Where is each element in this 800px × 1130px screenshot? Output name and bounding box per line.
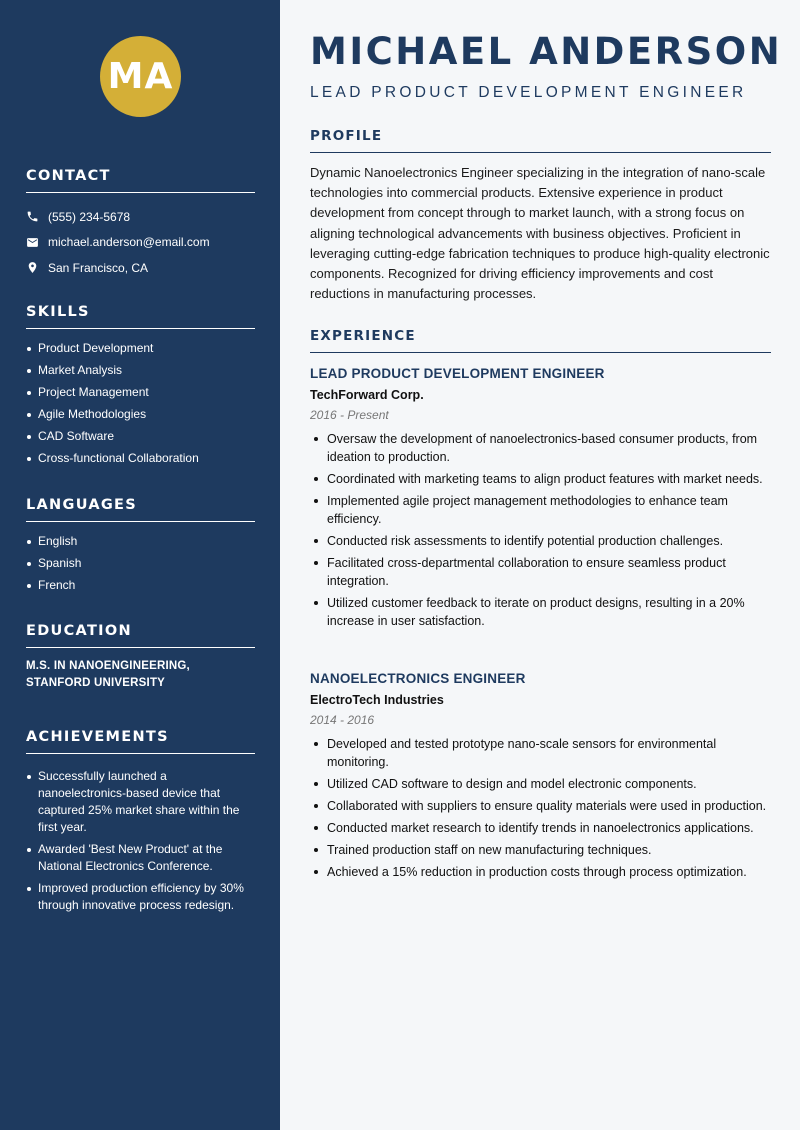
- achievement-item: Successfully launched a nanoelectronics-based device that captured 25% market share within the first year.: [26, 768, 255, 836]
- skills-list: [26, 340, 255, 467]
- education-degree: M.S. IN NANOENGINEERING, STANFORD UNIVERSITY: [26, 660, 190, 689]
- job-bullet: Achieved a 15% reduction in production costs through process optimization.: [310, 863, 771, 881]
- achievements-section: [26, 729, 255, 919]
- experience-section: [310, 328, 771, 353]
- language-item: French: [26, 577, 255, 594]
- job-bullet: Facilitated cross-departmental collaboration to ensure seamless product integration.: [310, 554, 771, 590]
- skill-item: Agile Methodologies: [26, 406, 255, 423]
- language-item: English: [26, 533, 255, 550]
- skill-item: Market Analysis: [26, 362, 255, 379]
- job-company: ElectroTech Industries: [310, 693, 444, 707]
- languages-list: [26, 533, 255, 594]
- education-section: [26, 623, 255, 692]
- skills-heading: SKILLS: [26, 304, 255, 329]
- contact-location: [26, 255, 255, 281]
- phone-icon: [26, 210, 39, 223]
- job-bullet: Utilized CAD software to design and model electronic components.: [310, 775, 771, 793]
- phone-text: (555) 234-5678: [48, 209, 131, 224]
- contact-phone[interactable]: [26, 204, 255, 230]
- job-bullets: [310, 430, 771, 630]
- job-dates: 2016 - Present: [310, 408, 389, 422]
- contact-section: [26, 168, 255, 281]
- profile-text: Dynamic Nanoelectronics Engineer specializing in the integration of nano-scale technologies into commercial products. Extensive experience in product development from concept through to market launch, with a strong focus on aligning technological advancements with business objectives. Proficient in leveraging cutting-edge fabrication techniques to produce high-quality electronic components. Recognized for driving efficiency improvements and cost reductions in manufacturing processes.: [310, 165, 770, 302]
- experience-heading: EXPERIENCE: [310, 328, 771, 353]
- job-bullet: Implemented agile project management methodologies to enhance team efficiency.: [310, 492, 771, 528]
- languages-heading: LANGUAGES: [26, 497, 255, 522]
- achievement-item: Awarded 'Best New Product' at the National Electronics Conference.: [26, 841, 255, 875]
- job-bullet: Utilized customer feedback to iterate on product designs, resulting in a 20% increase in user satisfaction.: [310, 594, 771, 630]
- skill-item: Cross-functional Collaboration: [26, 450, 255, 467]
- job-title: NANOELECTRONICS ENGINEER: [310, 671, 526, 686]
- skill-item: Product Development: [26, 340, 255, 357]
- job-bullet: Oversaw the development of nanoelectronics-based consumer products, from ideation to production.: [310, 430, 771, 466]
- job-dates: 2014 - 2016: [310, 713, 375, 727]
- job-bullet: Trained production staff on new manufacturing techniques.: [310, 841, 771, 859]
- candidate-name: MICHAEL ANDERSON: [310, 30, 783, 73]
- job-bullet: Coordinated with marketing teams to align product features with market needs.: [310, 470, 771, 488]
- job-title: LEAD PRODUCT DEVELOPMENT ENGINEER: [310, 366, 605, 381]
- job-entry: [310, 671, 771, 885]
- mail-icon: [26, 236, 39, 249]
- job-bullet: Conducted risk assessments to identify potential production challenges.: [310, 532, 771, 550]
- skill-item: CAD Software: [26, 428, 255, 445]
- job-entry: [310, 366, 771, 634]
- job-company: TechForward Corp.: [310, 388, 424, 402]
- location-pin-icon: [26, 261, 39, 274]
- job-bullet: Collaborated with suppliers to ensure quality materials were used in production.: [310, 797, 771, 815]
- job-bullet: Conducted market research to identify trends in nanoelectronics applications.: [310, 819, 771, 837]
- monogram-badge: MA: [100, 36, 181, 117]
- contact-email[interactable]: [26, 230, 255, 256]
- sidebar: [0, 0, 280, 1130]
- contact-heading: CONTACT: [26, 168, 255, 193]
- job-bullet: Developed and tested prototype nano-scale sensors for environmental monitoring.: [310, 735, 771, 771]
- skills-section: [26, 304, 255, 472]
- candidate-title: LEAD PRODUCT DEVELOPMENT ENGINEER: [310, 84, 747, 101]
- achievements-list: [26, 768, 255, 914]
- email-text: michael.anderson@email.com: [48, 235, 210, 250]
- profile-section: [310, 128, 771, 304]
- achievement-item: Improved production efficiency by 30% through innovative process redesign.: [26, 880, 255, 914]
- skill-item: Project Management: [26, 384, 255, 401]
- job-bullets: [310, 735, 771, 881]
- achievements-heading: ACHIEVEMENTS: [26, 729, 255, 754]
- profile-heading: PROFILE: [310, 128, 771, 153]
- languages-section: [26, 497, 255, 599]
- location-text: San Francisco, CA: [48, 260, 149, 275]
- education-heading: EDUCATION: [26, 623, 255, 648]
- language-item: Spanish: [26, 555, 255, 572]
